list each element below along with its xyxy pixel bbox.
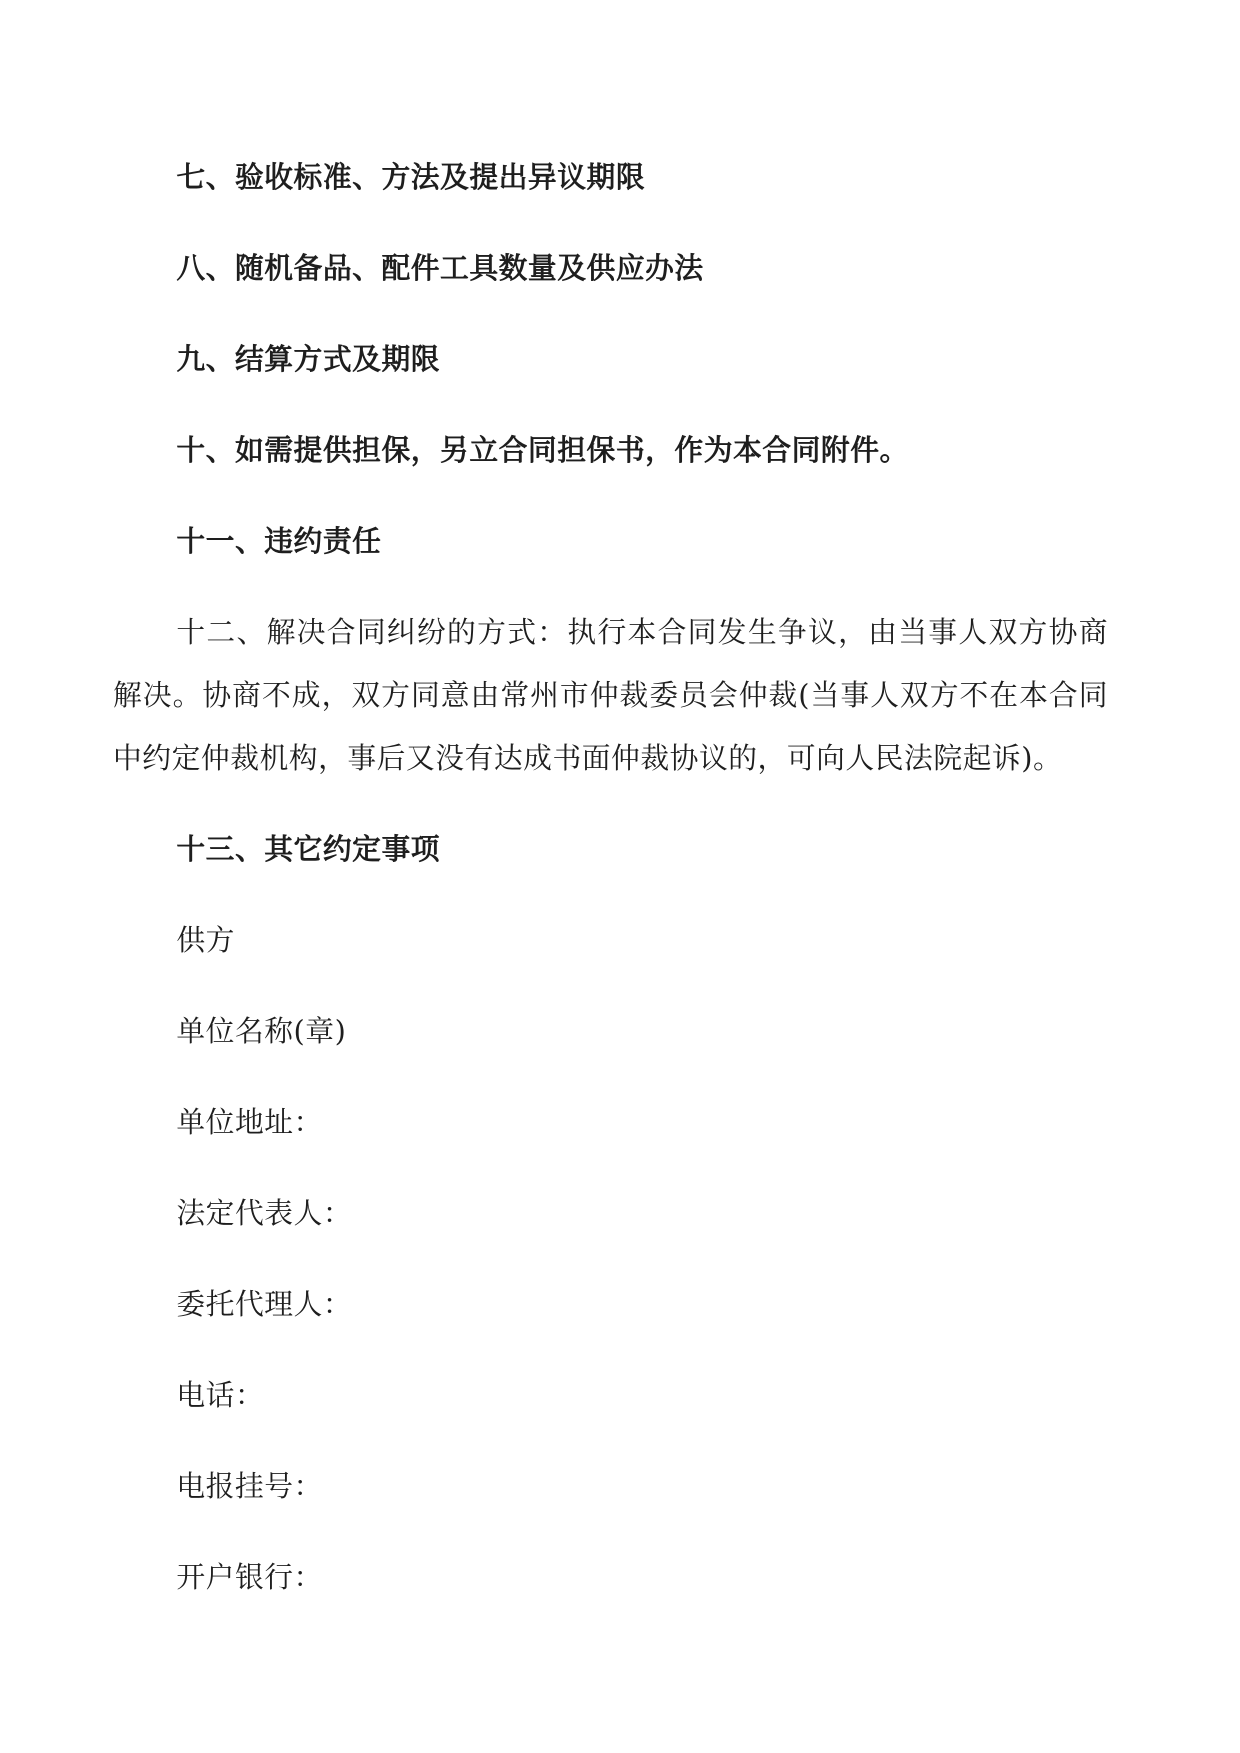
contract-body (113, 146, 1108, 1609)
section-12-dispute-paragraph: 十二、解决合同纠纷的方式：执行本合同发生争议，由当事人双方协商解决。协商不成，双方同意由常州市仲裁委员会仲裁(当事人双方不在本合同中约定仲裁机构，事后又没有达成书面仲裁协议的，可向人民法院起诉)。 (113, 615, 1108, 775)
unit-name-seal-label: 单位名称(章) (176, 1014, 347, 1048)
section-9-heading: 九、结算方式及期限 (176, 342, 441, 376)
section-13-heading: 十三、其它约定事项 (176, 832, 441, 866)
phone-label: 电话： (176, 1378, 265, 1412)
section-8-heading: 八、随机备品、配件工具数量及供应办法 (176, 251, 704, 285)
entrusted-agent-label: 委托代理人： (176, 1287, 353, 1321)
section-7-heading: 七、验收标准、方法及提出异议期限 (176, 160, 646, 194)
legal-representative-label: 法定代表人： (176, 1196, 353, 1230)
section-11-heading: 十一、违约责任 (176, 524, 382, 558)
bank-account-label: 开户银行： (176, 1560, 323, 1594)
unit-address-label: 单位地址： (176, 1105, 323, 1139)
supplier-label: 供方 (176, 923, 235, 957)
telegraph-number-label: 电报挂号： (176, 1469, 323, 1503)
section-10-heading: 十、如需提供担保，另立合同担保书，作为本合同附件。 (176, 433, 909, 467)
